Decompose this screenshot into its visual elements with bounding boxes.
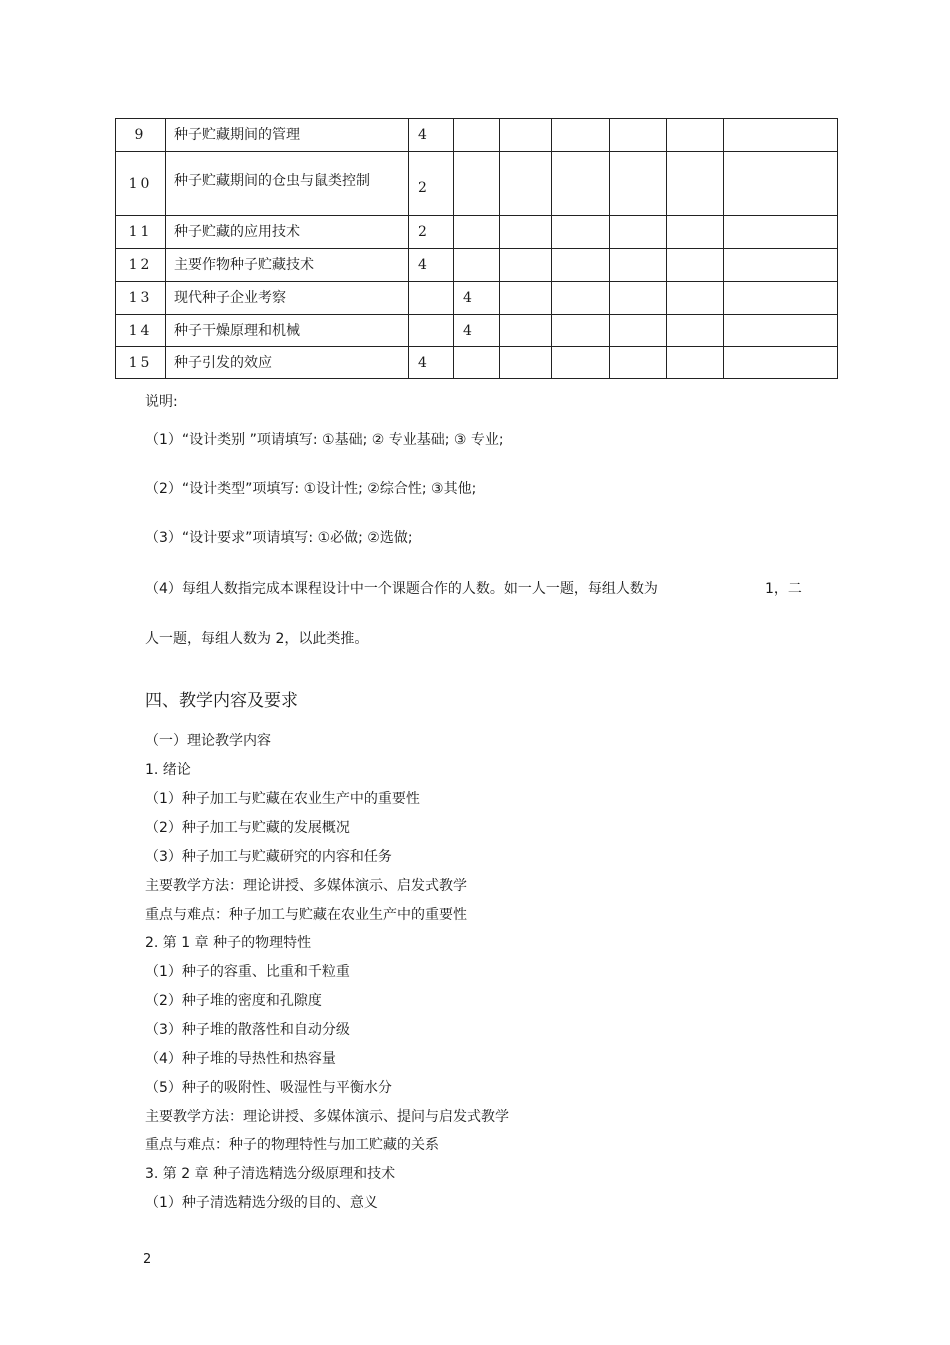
row-hours-b <box>454 152 500 216</box>
content-line: 重点与难点：种子加工与贮藏在农业生产中的重要性 <box>145 907 467 923</box>
table-row <box>116 347 838 379</box>
row-number: 15 <box>116 347 166 379</box>
content-line: （1）种子的容重、比重和千粒重 <box>145 964 350 980</box>
row-hours-b <box>454 249 500 282</box>
content-line: 主要教学方法：理论讲授、多媒体演示、提问与启发式教学 <box>145 1109 509 1125</box>
section-title: 四、教学内容及要求 <box>145 691 298 711</box>
row-hours-b <box>454 119 500 152</box>
row-hours-a: 4 <box>409 249 454 282</box>
note-item-continued: 1，二 <box>765 581 802 597</box>
row-hours-a: 2 <box>409 216 454 249</box>
content-line: 3. 第 2 章 种子清选精选分级原理和技术 <box>145 1166 396 1182</box>
content-line: 重点与难点：种子的物理特性与加工贮藏的关系 <box>145 1137 439 1153</box>
content-line: （1）种子加工与贮藏在农业生产中的重要性 <box>145 791 420 807</box>
row-hours-a: 4 <box>409 119 454 152</box>
content-line: 2. 第 1 章 种子的物理特性 <box>145 935 312 951</box>
row-hours-b <box>454 216 500 249</box>
row-topic: 种子引发的效应 <box>166 347 409 379</box>
table-row <box>116 249 838 282</box>
content-line: （4）种子堆的导热性和热容量 <box>145 1051 336 1067</box>
row-topic: 种子干燥原理和机械 <box>166 315 409 347</box>
row-topic: 种子贮藏期间的管理 <box>166 119 409 152</box>
row-number: 10 <box>116 152 166 216</box>
row-hours-a: 4 <box>409 347 454 379</box>
row-hours-b: 4 <box>454 282 500 315</box>
row-hours-a: 2 <box>409 152 454 216</box>
page-number: 2 <box>143 1252 152 1267</box>
table-row <box>116 216 838 249</box>
row-number: 12 <box>116 249 166 282</box>
table-row <box>116 119 838 152</box>
table-row <box>116 282 838 315</box>
table-row <box>116 315 838 347</box>
content-line: （一）理论教学内容 <box>145 733 271 749</box>
row-hours-a <box>409 282 454 315</box>
note-item: （2）“设计类型”项填写: ①设计性; ②综合性; ③其他; <box>145 481 477 497</box>
content-line: 主要教学方法：理论讲授、多媒体演示、启发式教学 <box>145 878 467 894</box>
row-hours-b <box>454 347 500 379</box>
note-item: （3）“设计要求”项请填写: ①必做; ②选做; <box>145 530 413 546</box>
content-line: （2）种子加工与贮藏的发展概况 <box>145 820 350 836</box>
content-line: （5）种子的吸附性、吸湿性与平衡水分 <box>145 1080 392 1096</box>
row-hours-b: 4 <box>454 315 500 347</box>
note-item: （1）“设计类别 ”项请填写: ①基础; ② 专业基础; ③ 专业; <box>145 432 504 448</box>
content-line: 1. 绪论 <box>145 762 191 778</box>
row-topic: 种子贮藏期间的仓虫与鼠类控制 <box>174 172 370 189</box>
note-item: 人一题，每组人数为 2，以此类推。 <box>145 631 369 647</box>
row-hours-a <box>409 315 454 347</box>
table-row <box>116 152 838 216</box>
row-number: 14 <box>116 315 166 347</box>
course-schedule-table <box>115 118 838 379</box>
notes-heading: 说明: <box>145 394 178 410</box>
row-number: 9 <box>116 119 166 152</box>
content-line: （3）种子堆的散落性和自动分级 <box>145 1022 350 1038</box>
content-line: （1）种子清选精选分级的目的、意义 <box>145 1195 378 1211</box>
row-number: 13 <box>116 282 166 315</box>
row-topic: 现代种子企业考察 <box>166 282 409 315</box>
row-topic: 主要作物种子贮藏技术 <box>166 249 409 282</box>
row-topic: 种子贮藏的应用技术 <box>166 216 409 249</box>
content-line: （3）种子加工与贮藏研究的内容和任务 <box>145 849 392 865</box>
row-number: 11 <box>116 216 166 249</box>
content-line: （2）种子堆的密度和孔隙度 <box>145 993 322 1009</box>
note-item: （4）每组人数指完成本课程设计中一个课题合作的人数。如一人一题，每组人数为 <box>145 581 658 597</box>
